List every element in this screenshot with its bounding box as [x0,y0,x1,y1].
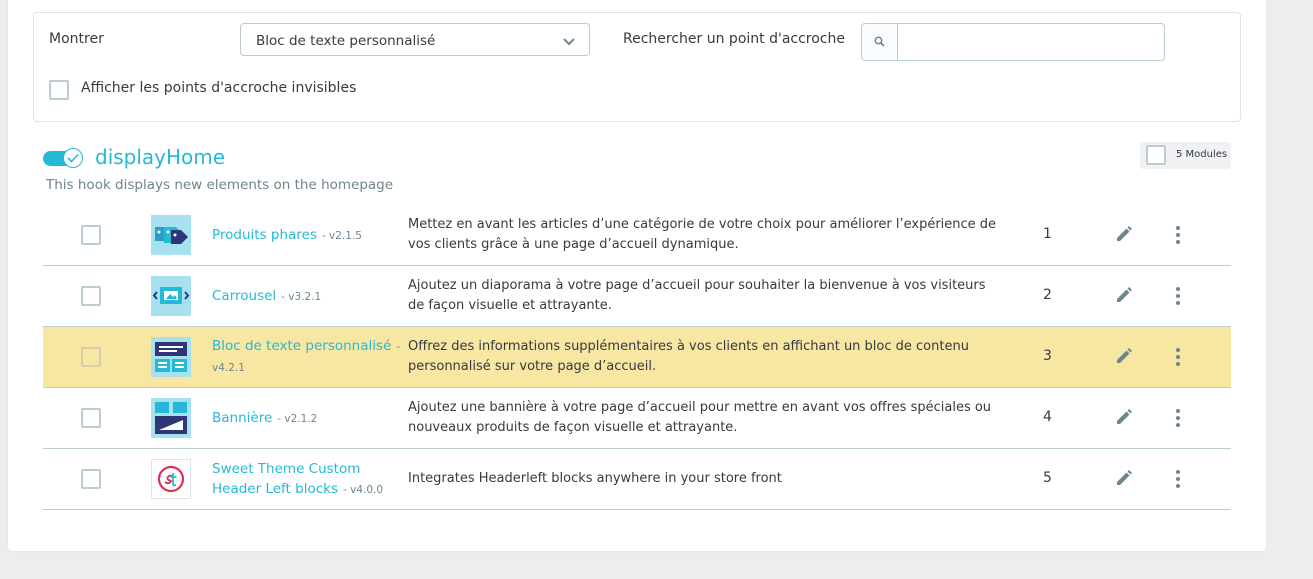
module-row-highlighted [43,327,1231,388]
module-name[interactable]: Carrousel - v3.2.1 [212,287,322,304]
module-checkbox[interactable] [81,225,101,245]
edit-icon[interactable] [1115,286,1133,304]
show-select-value: Bloc de texte personnalisé [256,33,436,49]
banner-icon [151,398,191,438]
search-input[interactable] [898,24,1162,60]
module-position: 5 [1043,470,1052,486]
invisible-hooks-checkbox[interactable] [49,80,69,100]
toggle-knob [63,148,83,168]
module-version: - v3.2.1 [281,290,322,303]
module-name[interactable]: Bloc de texte personnalisé - v4.2.1 [212,338,401,374]
hook-title[interactable]: displayHome [95,145,226,169]
module-checkbox[interactable] [81,469,101,489]
search-addon [862,24,898,60]
module-description: Offrez des informations supplémentaires à vos clients en affichant un bloc de contenu personnalisé sur votre page d’accueil. [408,339,969,374]
select-all-checkbox[interactable] [1146,145,1166,165]
module-name[interactable]: Bannière - v2.1.2 [212,409,318,426]
search-icon [874,36,885,47]
show-label: Montrer [49,31,104,47]
sweet-theme-icon [151,459,191,499]
module-position: 4 [1043,409,1052,425]
filter-panel [33,12,1241,122]
edit-icon[interactable] [1115,225,1133,243]
hook-description: This hook displays new elements on the homepage [46,177,394,193]
more-options-icon[interactable] [1175,469,1181,489]
module-checkbox[interactable] [81,347,101,367]
module-row [43,266,1231,327]
edit-icon[interactable] [1115,347,1133,365]
module-position: 2 [1043,287,1052,303]
module-checkbox[interactable] [81,408,101,428]
featured-products-icon [151,215,191,255]
module-row [43,449,1231,510]
chevron-down-icon [561,33,577,49]
search-group [861,23,1165,61]
more-options-icon[interactable] [1175,225,1181,245]
custom-text-block-icon [151,337,191,377]
module-description: Integrates Headerleft blocks anywhere in your store front [408,471,782,486]
carousel-icon [151,276,191,316]
module-row [43,205,1231,266]
modules-count-badge [1140,142,1231,169]
invisible-hooks-label: Afficher les points d'accroche invisibles [81,80,357,96]
module-version: - v2.1.5 [321,229,362,242]
module-name[interactable]: Produits phares - v2.1.5 [212,226,362,243]
module-position: 3 [1043,348,1052,364]
edit-icon[interactable] [1115,469,1133,487]
modules-count-label: 5 Modules [1176,149,1228,160]
module-description: Ajoutez une bannière à votre page d’accueil pour mettre en avant vos offres spéciales ou nouveaux produits de façon visuelle et attrayante. [408,400,992,435]
module-version: - v2.1.2 [277,412,318,425]
module-version: - v4.2.1 [212,341,401,374]
module-name[interactable]: Sweet Theme Custom Header Left blocks - v4.0.0 [212,460,384,497]
more-options-icon[interactable] [1175,347,1181,367]
show-select[interactable] [240,23,590,56]
check-icon [67,153,79,163]
more-options-icon[interactable] [1175,408,1181,428]
module-position: 1 [1043,226,1052,242]
hook-toggle[interactable] [43,148,85,168]
module-row [43,388,1231,449]
edit-icon[interactable] [1115,408,1133,426]
search-label: Rechercher un point d'accroche [623,31,845,47]
module-description: Mettez en avant les articles d’une catégorie de votre choix pour améliorer l’expérience de vos clients grâce à une page d’accueil dynamique. [408,217,997,252]
module-description: Ajoutez un diaporama à votre page d’accueil pour souhaiter la bienvenue à vos visiteurs de façon visuelle et attrayante. [408,278,986,313]
module-version: - v4.0.0 [343,483,384,496]
module-checkbox[interactable] [81,286,101,306]
more-options-icon[interactable] [1175,286,1181,306]
